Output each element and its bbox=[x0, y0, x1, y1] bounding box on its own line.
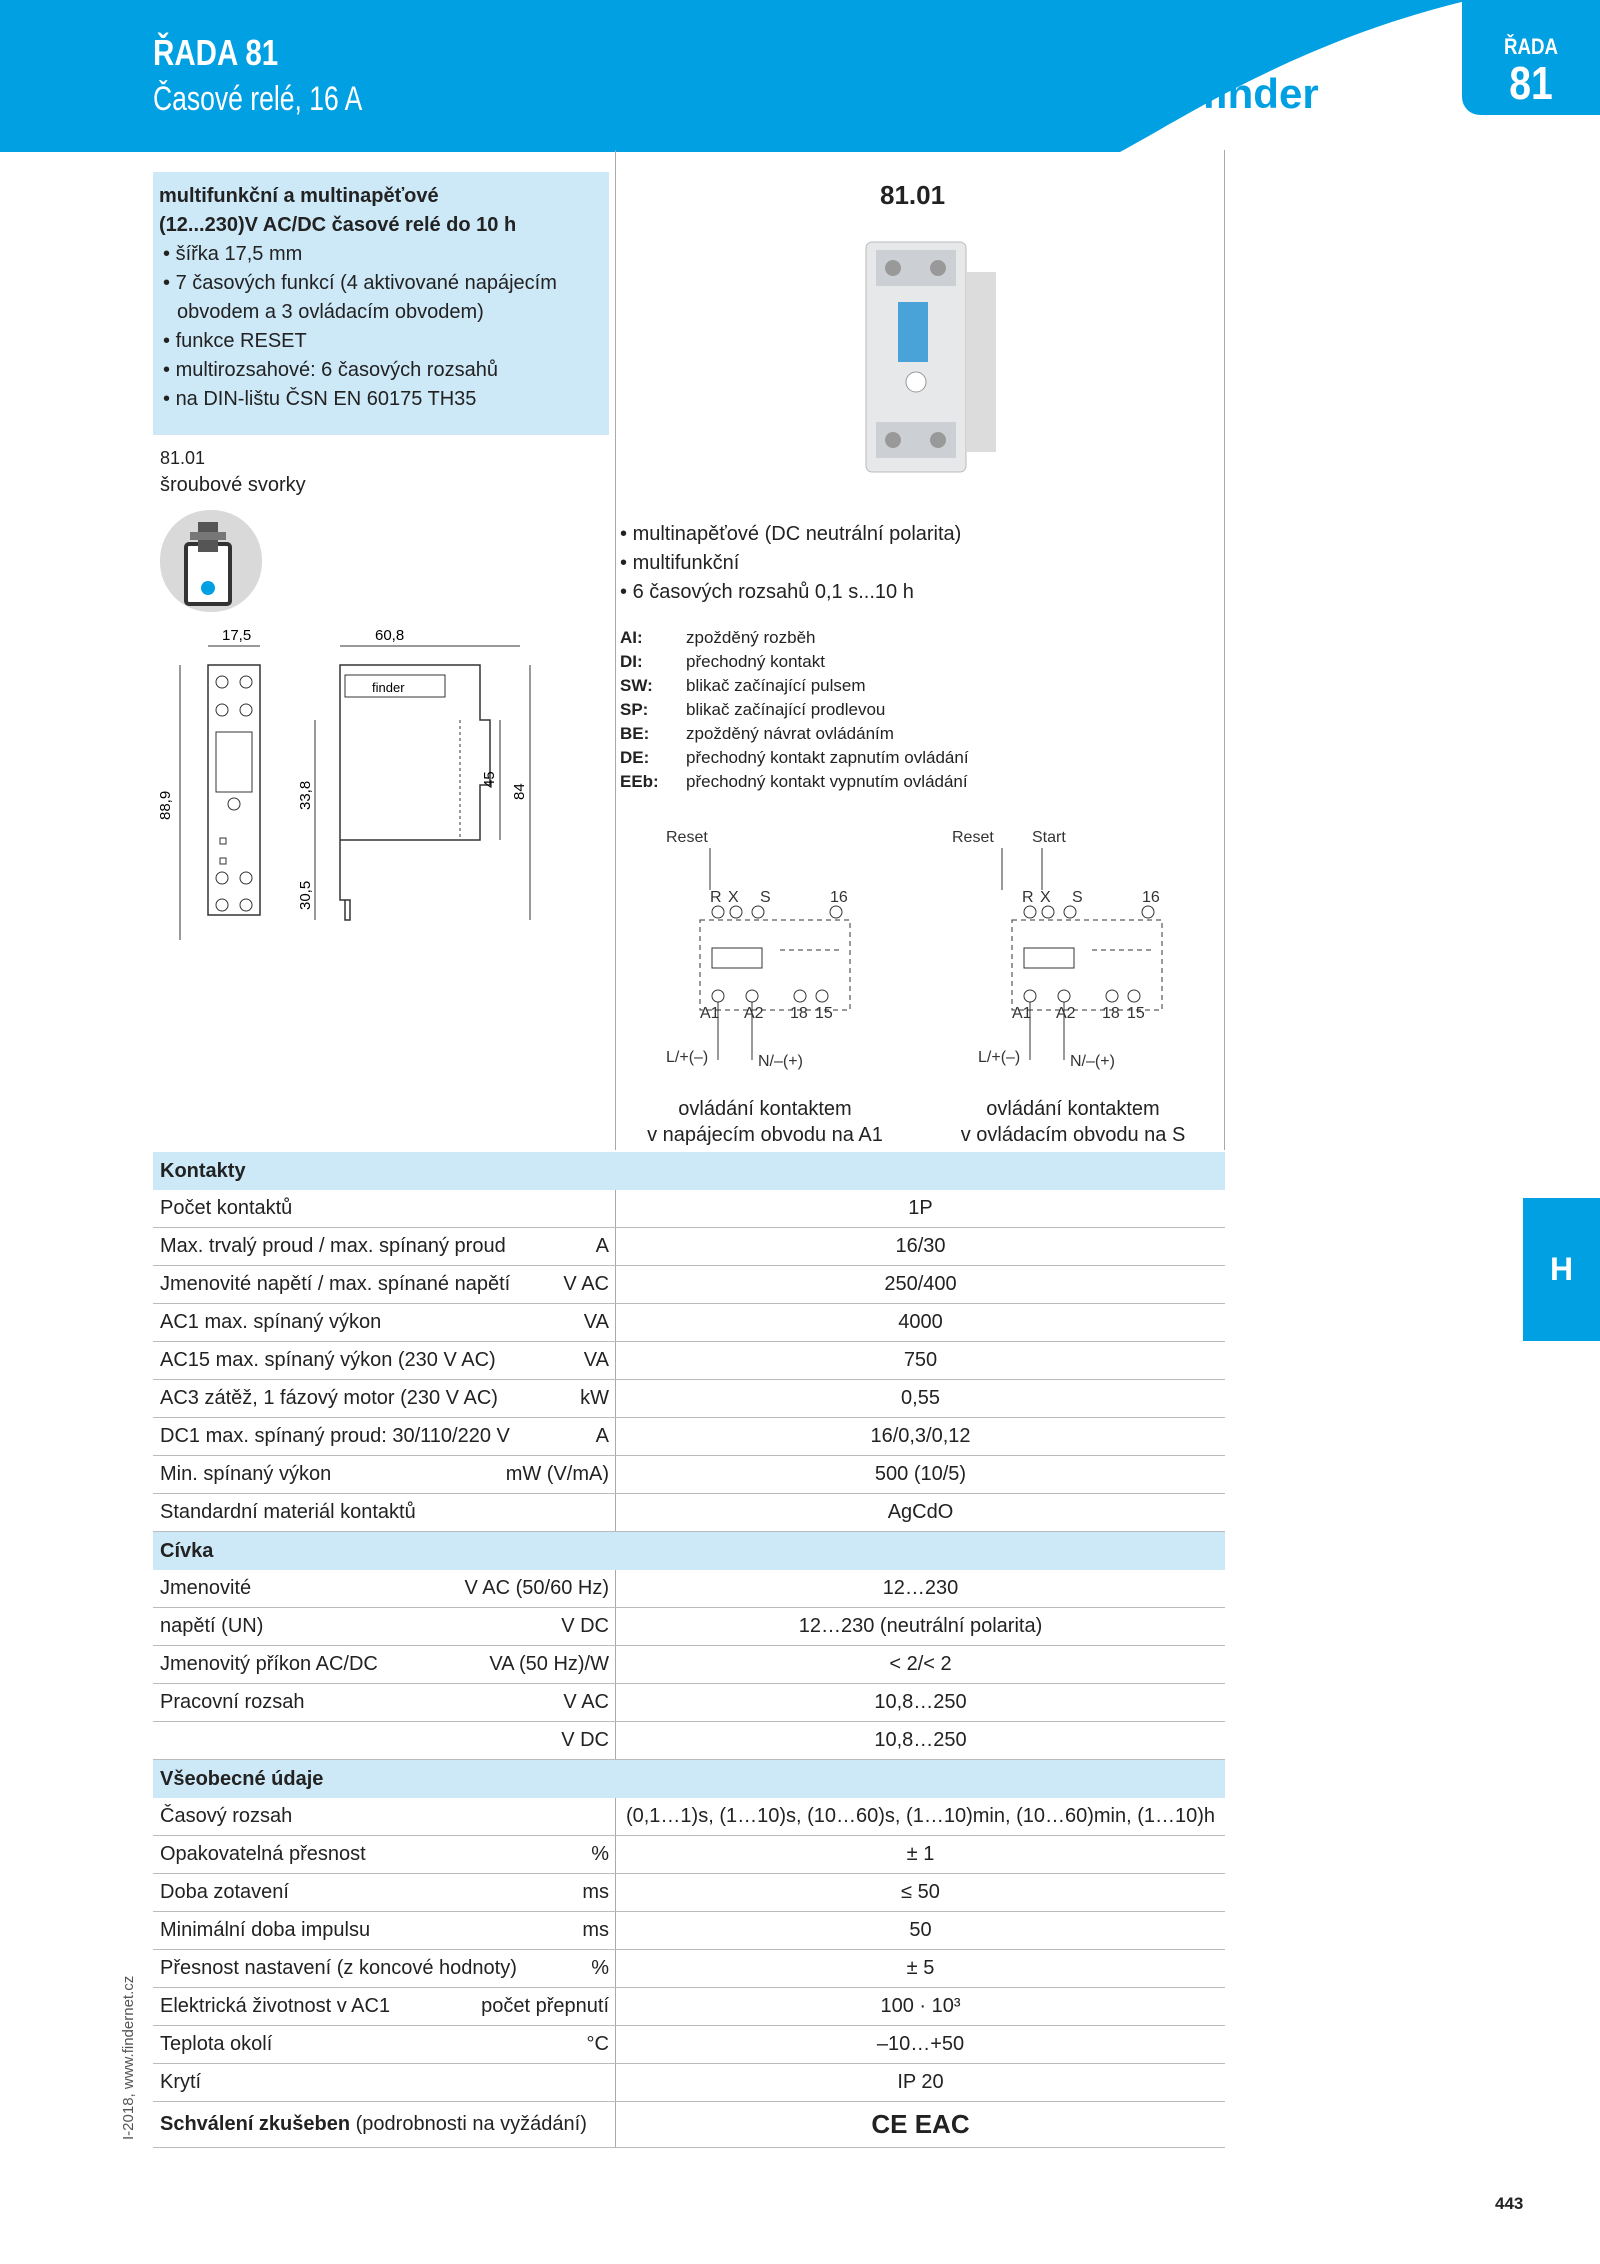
finder-logo bbox=[1130, 56, 1370, 126]
function-row: BE: zpožděný návrat ovládáním bbox=[620, 724, 894, 743]
approval-marks: CE EAC bbox=[871, 2109, 970, 2139]
svg-text:16: 16 bbox=[1142, 889, 1160, 906]
terminal-type: šroubové svorky bbox=[160, 474, 306, 496]
svg-text:L/+(–): L/+(–) bbox=[666, 1049, 709, 1066]
svg-text:33,8: 33,8 bbox=[297, 780, 314, 810]
spec-table bbox=[153, 1152, 1225, 2148]
svg-text:R: R bbox=[710, 889, 722, 906]
product-bullets bbox=[620, 520, 961, 607]
table-row: Elektrická životnost v AC1 počet přepnutí 100 · 10³ bbox=[153, 1988, 1225, 2026]
svg-text:18: 18 bbox=[1102, 1005, 1120, 1022]
function-row: DI: přechodný kontakt bbox=[620, 652, 825, 671]
svg-text:L/+(–): L/+(–) bbox=[978, 1049, 1021, 1066]
table-row: Opakovatelná přesnost % ± 1 bbox=[153, 1836, 1225, 1874]
column-divider bbox=[615, 150, 616, 1150]
svg-text:84: 84 bbox=[511, 783, 528, 800]
table-row: Min. spínaný výkon mW (V/mA) 500 (10/5) bbox=[153, 1456, 1225, 1494]
svg-text:15: 15 bbox=[1127, 1005, 1145, 1022]
table-row: AC1 max. spínaný výkon VA 4000 bbox=[153, 1304, 1225, 1342]
section-contacts: Kontakty bbox=[153, 1152, 1225, 1190]
dimension-drawing bbox=[150, 620, 610, 960]
features-list bbox=[159, 240, 603, 414]
svg-text:Start: Start bbox=[1032, 829, 1066, 846]
svg-text:X: X bbox=[728, 889, 739, 906]
function-row: SW: blikač začínající pulsem bbox=[620, 676, 866, 695]
page-number: 443 bbox=[1495, 2194, 1524, 2213]
svg-text:X: X bbox=[1040, 889, 1051, 906]
table-row: Minimální doba impulsu ms 50 bbox=[153, 1912, 1225, 1950]
svg-text:Reset: Reset bbox=[666, 829, 708, 846]
svg-text:R: R bbox=[1022, 889, 1034, 906]
relay-photo bbox=[858, 232, 1008, 482]
svg-text:30,5: 30,5 bbox=[297, 880, 314, 910]
table-row: Standardní materiál kontaktů AgCdO bbox=[153, 1494, 1225, 1532]
svg-text:16: 16 bbox=[830, 889, 848, 906]
section-coil: Cívka bbox=[153, 1532, 1225, 1570]
table-row: AC3 zátěž, 1 fázový motor (230 V AC) kW 0,55 bbox=[153, 1380, 1225, 1418]
table-row: Pracovní rozsah V AC 10,8…250 bbox=[153, 1684, 1225, 1722]
variant-code: 81.01 bbox=[160, 448, 206, 468]
table-row: Jmenovitý příkon AC/DC VA (50 Hz)/W < 2/< 2 bbox=[153, 1646, 1225, 1684]
product-bullet: • multifunkční bbox=[620, 549, 961, 578]
product-bullet: • multinapěťové (DC neutrální polarita) bbox=[620, 520, 961, 549]
table-row: Počet kontaktů 1P bbox=[153, 1190, 1225, 1228]
section-tab-h: H bbox=[1523, 1198, 1600, 1341]
feature-item: • šířka 17,5 mm bbox=[159, 240, 603, 269]
wiring-s bbox=[952, 829, 1162, 1070]
feature-item: • funkce RESET bbox=[159, 327, 603, 356]
wiring-diagram bbox=[640, 820, 1210, 1080]
table-row: DC1 max. spínaný proud: 30/110/220 V A 16/0,3/0,12 bbox=[153, 1418, 1225, 1456]
function-row: SP: blikač začínající prodlevou bbox=[620, 700, 886, 719]
svg-text:finder: finder bbox=[372, 680, 405, 695]
function-list bbox=[620, 626, 969, 794]
series-title: ŘADA 81 bbox=[153, 32, 279, 73]
svg-text:45: 45 bbox=[481, 771, 498, 788]
svg-text:Reset: Reset bbox=[952, 829, 994, 846]
svg-text:N/–(+): N/–(+) bbox=[758, 1053, 803, 1070]
table-row: V DC 10,8…250 bbox=[153, 1722, 1225, 1760]
feature-item: • na DIN-lištu ČSN EN 60175 TH35 bbox=[159, 385, 603, 414]
svg-text:15: 15 bbox=[815, 1005, 833, 1022]
table-row: Max. trvalý proud / max. spínaný proud A 16/30 bbox=[153, 1228, 1225, 1266]
feature-item: • 7 časových funkcí (4 aktivované napájecím obvodem a 3 ovládacím obvodem) bbox=[159, 269, 603, 327]
wiring-caption-2: ovládání kontaktem v ovládacím obvodu na S bbox=[960, 1098, 1186, 1146]
svg-text:S: S bbox=[1072, 889, 1083, 906]
function-row: DE: přechodný kontakt zapnutím ovládání bbox=[620, 748, 969, 767]
wiring-caption-1: ovládání kontaktem v napájecím obvodu na A1 bbox=[647, 1098, 883, 1146]
svg-text:S: S bbox=[760, 889, 771, 906]
footer-vertical-text: I-2018, www.findernet.cz bbox=[120, 1975, 137, 2140]
table-row: napětí (UN) V DC 12…230 (neutrální polarita) bbox=[153, 1608, 1225, 1646]
product-bullet: • 6 časových rozsahů 0,1 s...10 h bbox=[620, 578, 961, 607]
table-row: Krytí IP 20 bbox=[153, 2064, 1225, 2102]
table-row-approvals: Schválení zkušeben (podrobnosti na vyžádání) CE EAC bbox=[153, 2102, 1225, 2148]
function-row: EEb: přechodný kontakt vypnutím ovládání bbox=[620, 772, 968, 791]
svg-text:A2: A2 bbox=[1056, 1005, 1076, 1022]
features-heading-2: (12...230)V AC/DC časové relé do 10 h bbox=[159, 214, 517, 236]
svg-text:N/–(+): N/–(+) bbox=[1070, 1053, 1115, 1070]
table-row: Doba zotavení ms ≤ 50 bbox=[153, 1874, 1225, 1912]
svg-text:A1: A1 bbox=[1012, 1005, 1032, 1022]
column-divider-right bbox=[1224, 150, 1225, 1150]
svg-text:17,5: 17,5 bbox=[222, 627, 252, 644]
screw-terminal-icon bbox=[158, 508, 264, 614]
table-row: Jmenovité napětí / max. spínané napětí V AC 250/400 bbox=[153, 1266, 1225, 1304]
svg-text:A2: A2 bbox=[744, 1005, 764, 1022]
svg-text:18: 18 bbox=[790, 1005, 808, 1022]
table-row: Teplota okolí °C –10…+50 bbox=[153, 2026, 1225, 2064]
svg-text:88,9: 88,9 bbox=[157, 790, 174, 820]
wiring-a1 bbox=[666, 829, 850, 1070]
features-box bbox=[153, 172, 609, 435]
svg-text:60,8: 60,8 bbox=[375, 627, 405, 644]
product-code: 81.01 bbox=[880, 180, 946, 210]
feature-item: • multirozsahové: 6 časových rozsahů bbox=[159, 356, 603, 385]
section-general: Všeobecné údaje bbox=[153, 1760, 1225, 1798]
table-row: Přesnost nastavení (z koncové hodnoty) % ± 5 bbox=[153, 1950, 1225, 1988]
series-tab: ŘADA 81 bbox=[1462, 0, 1600, 115]
table-row: AC15 max. spínaný výkon (230 V AC) VA 750 bbox=[153, 1342, 1225, 1380]
features-heading-1: multifunkční a multinapěťové bbox=[159, 185, 439, 207]
series-subtitle: Časové relé, 16 A bbox=[153, 80, 363, 118]
svg-text:A1: A1 bbox=[700, 1005, 720, 1022]
svg-text:finder: finder bbox=[1202, 70, 1319, 117]
function-row: AI: zpožděný rozběh bbox=[620, 628, 816, 647]
table-row: Časový rozsah (0,1…1)s, (1…10)s, (10…60)s, (1…10)min, (10…60)min, (1…10)h bbox=[153, 1798, 1225, 1836]
table-row: Jmenovité V AC (50/60 Hz) 12…230 bbox=[153, 1570, 1225, 1608]
